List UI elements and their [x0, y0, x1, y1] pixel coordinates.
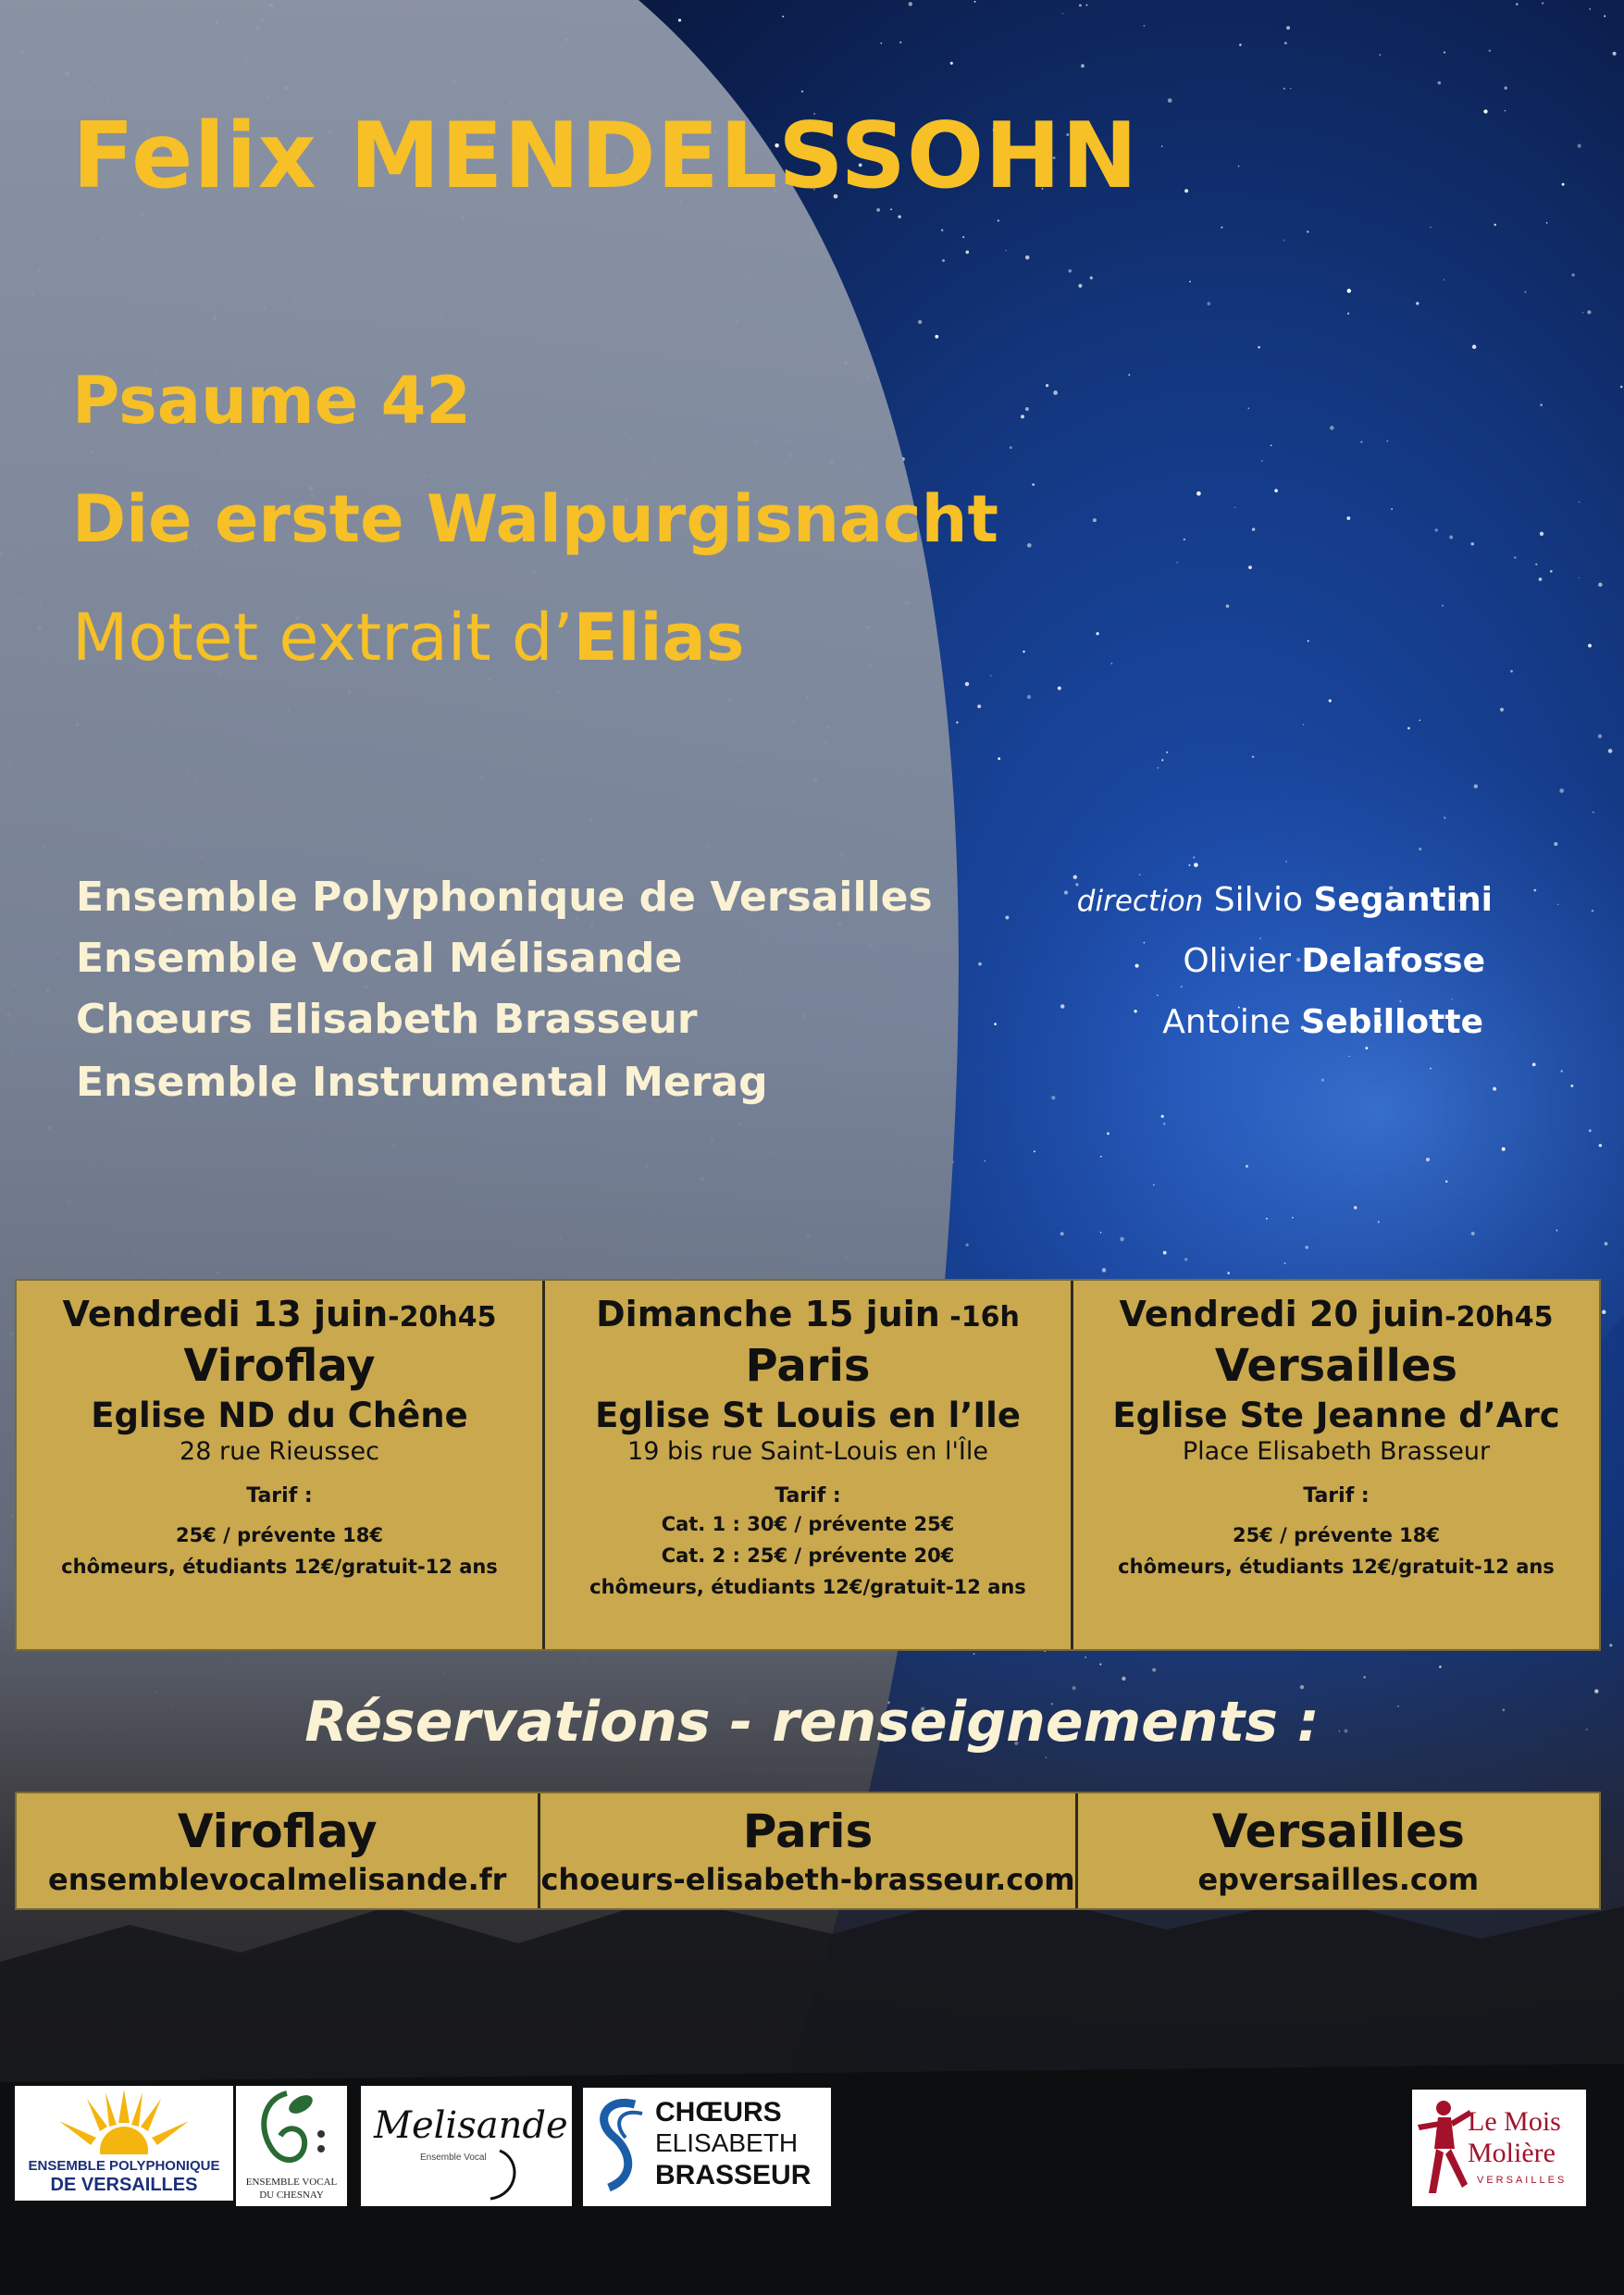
star [1602, 1310, 1606, 1315]
star [1166, 751, 1168, 753]
star [1184, 189, 1188, 192]
star [1184, 539, 1185, 540]
star [1442, 604, 1444, 606]
logo-text: Molière [1468, 2138, 1556, 2168]
star [1134, 1010, 1136, 1012]
tarif-label: Tarif : [1303, 1484, 1370, 1507]
tarif-line: 25€ / prévente 18€ [175, 1524, 384, 1546]
star [1261, 460, 1263, 462]
reservations-table [15, 1792, 1601, 1910]
tarif-line: Cat. 1 : 30€ / prévente 25€ [661, 1513, 955, 1535]
star [1588, 644, 1592, 648]
star [1193, 857, 1195, 859]
star [1239, 43, 1242, 46]
reservation-website-link[interactable]: ensemblevocalmelisande.fr [48, 1862, 507, 1897]
reservation-city: Viroflay [177, 1805, 378, 1858]
star [1494, 224, 1495, 226]
star [801, 91, 803, 93]
star [1542, 2, 1543, 4]
star [1365, 1047, 1368, 1049]
ensemble-name: Chœurs Elisabeth Brasseur [76, 996, 698, 1043]
logo-text: ENSEMBLE VOCAL [245, 2177, 338, 2188]
star [1604, 15, 1605, 17]
star [1582, 312, 1584, 314]
star [1514, 556, 1517, 559]
concert-address: 19 bis rue Saint-Louis en l'Île [627, 1437, 988, 1466]
star [994, 1023, 997, 1025]
director-line [1183, 942, 1485, 980]
reservations-heading: Réservations - renseignements : [304, 1690, 1320, 1755]
star [942, 259, 945, 262]
star [998, 757, 1000, 760]
star [1274, 489, 1278, 492]
star [678, 19, 681, 21]
melisande-swirl-icon [361, 2086, 572, 2206]
star [1493, 1087, 1496, 1091]
star [1252, 527, 1255, 530]
star [1562, 183, 1565, 186]
director-last: Segantini [1313, 881, 1493, 919]
work-elias-prefix: Motet extrait d’ [72, 600, 574, 676]
time-text: -20h45 [388, 1301, 497, 1334]
logo-text: DE VERSAILLES [50, 2175, 198, 2195]
star [1128, 374, 1130, 376]
star [974, 1, 976, 3]
star [918, 320, 922, 324]
star [1399, 1000, 1401, 1002]
director-line [1162, 1003, 1483, 1041]
star [935, 335, 938, 339]
concert-city: Paris [745, 1340, 871, 1392]
star [1426, 1158, 1430, 1161]
star [1516, 3, 1519, 6]
star [1226, 604, 1230, 608]
work-elias-name: Elias [573, 600, 745, 676]
reservation-viroflay[interactable] [17, 1793, 540, 1908]
star [1578, 144, 1581, 148]
star [1430, 227, 1432, 229]
star [1144, 942, 1146, 944]
star [1592, 910, 1594, 912]
star [1470, 542, 1473, 545]
star [1090, 277, 1093, 279]
star [1023, 651, 1024, 652]
tarif-label: Tarif : [775, 1484, 841, 1507]
star [1285, 861, 1287, 862]
star [1330, 426, 1334, 430]
star [1196, 491, 1201, 496]
star [1248, 565, 1252, 569]
logo-text: Ensemble Vocal [420, 2152, 487, 2163]
star [978, 962, 982, 966]
star [1021, 415, 1024, 418]
star [1290, 88, 1291, 89]
director-line [1077, 881, 1493, 919]
star [1360, 441, 1362, 443]
star [1139, 874, 1141, 875]
star [1329, 700, 1332, 702]
star [998, 219, 999, 221]
concert-versailles [1073, 1281, 1599, 1649]
star [965, 251, 969, 254]
star [962, 236, 964, 238]
star [1060, 1004, 1065, 1009]
star [1107, 1132, 1110, 1135]
star [1157, 995, 1158, 996]
concert-church: Eglise Ste Jeanne d’Arc [1112, 1396, 1560, 1435]
star [1081, 64, 1085, 68]
star [1419, 719, 1420, 721]
star [1532, 1062, 1536, 1066]
star [1391, 508, 1393, 510]
star [1444, 52, 1445, 54]
star [1247, 407, 1249, 409]
star [1102, 1268, 1107, 1272]
star [1079, 4, 1082, 6]
star [1550, 570, 1553, 573]
star [1444, 816, 1446, 819]
star [1546, 222, 1548, 224]
tarif-line: chômeurs, étudiants 12€/gratuit-12 ans [589, 1576, 1026, 1598]
concert-date [1073, 1294, 1599, 1334]
star [1238, 166, 1240, 167]
star [1474, 785, 1478, 788]
star [1271, 444, 1272, 446]
ensemble-name: Ensemble Instrumental Merag [76, 1059, 768, 1106]
star [1283, 240, 1285, 242]
star [1184, 1258, 1187, 1260]
star [1599, 1144, 1602, 1147]
star [898, 216, 900, 218]
work-elias [72, 600, 744, 676]
logo-text: ELISABETH [655, 2128, 799, 2157]
star [1504, 86, 1506, 89]
logo-text: VERSAILLES [1477, 2175, 1568, 2186]
director-first: Antoine [1162, 1003, 1291, 1041]
star [1510, 670, 1513, 673]
star [1135, 964, 1139, 968]
dancer-icon [1416, 2097, 1471, 2199]
star [1189, 281, 1191, 283]
time-text: -16h [939, 1301, 1020, 1334]
star [1347, 313, 1349, 315]
star [977, 704, 981, 708]
ceb-s-icon [589, 2091, 653, 2202]
star [1451, 999, 1453, 1000]
star [1579, 577, 1580, 578]
star [1292, 1217, 1294, 1219]
clef-leaf-icon [236, 2086, 347, 2178]
star [880, 43, 882, 44]
work-psaume-42: Psaume 42 [72, 363, 472, 439]
star [1539, 577, 1543, 581]
star [1062, 13, 1063, 14]
star [1535, 564, 1537, 565]
star [1100, 1232, 1102, 1234]
star [1246, 1165, 1248, 1168]
star [1472, 345, 1477, 350]
star [1505, 110, 1506, 111]
star [1161, 1115, 1164, 1118]
star [1613, 52, 1617, 56]
concert-address: 28 rue Rieussec [180, 1437, 379, 1466]
star [1051, 1096, 1055, 1099]
star [1471, 1232, 1475, 1235]
star [1252, 755, 1255, 758]
star [956, 721, 958, 723]
star [1598, 735, 1602, 738]
star [1283, 88, 1285, 90]
star [1354, 1206, 1357, 1209]
star [1284, 42, 1287, 44]
star [1540, 403, 1543, 406]
director-last: Sebillotte [1301, 1003, 1483, 1041]
star [1188, 864, 1190, 866]
star [1378, 1222, 1380, 1223]
star [941, 230, 944, 232]
star [1078, 284, 1082, 288]
date-text: Vendredi 13 juin [62, 1294, 389, 1334]
director-first: Silvio [1213, 881, 1303, 919]
logo-text: Le Mois [1468, 2106, 1561, 2137]
reservation-city: Versailles [1211, 1805, 1465, 1858]
star [1589, 8, 1591, 10]
star [1500, 708, 1504, 712]
star [1120, 1237, 1124, 1242]
star [1168, 98, 1172, 103]
star [1554, 842, 1557, 846]
tarif-label: Tarif : [246, 1484, 313, 1507]
star [1010, 446, 1012, 449]
ensemble-name: Ensemble Vocal Mélisande [76, 935, 683, 982]
reservation-city: Paris [742, 1805, 874, 1858]
star [1303, 724, 1305, 726]
work-walpurgisnacht: Die erste Walpurgisnacht [72, 481, 998, 557]
star [1100, 1156, 1102, 1158]
star [1321, 1079, 1324, 1082]
star [1386, 440, 1388, 442]
logo-ensemble-polyphonique-versailles [15, 2086, 233, 2201]
star [1073, 875, 1077, 879]
time-text: -20h45 [1444, 1301, 1554, 1334]
logo-le-mois-moliere [1412, 2090, 1586, 2206]
star [1034, 1150, 1035, 1152]
star [1111, 663, 1113, 664]
logo-text: BRASSEUR [655, 2160, 812, 2190]
star [1221, 227, 1222, 229]
star [1605, 1242, 1608, 1246]
star [1046, 384, 1048, 387]
concert-city: Versailles [1214, 1340, 1458, 1392]
concert-viroflay [17, 1281, 545, 1649]
logo-text: CHŒURS [655, 2097, 782, 2128]
star [1163, 1251, 1167, 1255]
star [1380, 55, 1381, 56]
reservation-paris[interactable] [540, 1793, 1077, 1908]
logo-text: ENSEMBLE POLYPHONIQUE [28, 2158, 220, 2174]
ensemble-name: Ensemble Polyphonique de Versailles [76, 874, 933, 921]
star [1181, 986, 1183, 987]
star [1445, 1181, 1447, 1183]
star [990, 675, 992, 676]
star [1284, 1262, 1286, 1264]
star [1060, 1232, 1064, 1235]
star [1559, 788, 1564, 793]
concert-city: Viroflay [183, 1340, 376, 1392]
star [1025, 255, 1029, 259]
star [1161, 145, 1162, 146]
star [1025, 407, 1029, 411]
sun-icon [15, 2090, 233, 2154]
star [1346, 516, 1350, 520]
star [1438, 81, 1442, 85]
star [1524, 291, 1526, 292]
star [1587, 310, 1591, 314]
concert-date [17, 1294, 542, 1334]
star [1207, 302, 1210, 305]
concert-paris [545, 1281, 1073, 1649]
reservation-versailles[interactable] [1078, 1793, 1599, 1908]
star [1068, 269, 1072, 273]
tarif-line: chômeurs, étudiants 12€/gratuit-12 ans [61, 1556, 498, 1578]
star [1483, 109, 1487, 113]
composer-title: Felix MENDELSSOHN [72, 104, 1139, 209]
star [1533, 889, 1536, 892]
star [1157, 767, 1159, 769]
star [1227, 1272, 1230, 1274]
logo-ensemble-vocal-chesnay [236, 2086, 347, 2206]
star [1430, 1068, 1432, 1070]
star [1259, 937, 1261, 939]
star [1027, 695, 1031, 699]
tarif-line: chômeurs, étudiants 12€/gratuit-12 ans [1118, 1556, 1555, 1578]
star [1620, 386, 1623, 389]
star [1286, 26, 1290, 30]
star [1266, 1218, 1268, 1220]
star [909, 2, 913, 6]
date-text: Dimanche 15 juin [596, 1294, 940, 1334]
star [984, 1160, 986, 1162]
star [1608, 749, 1613, 753]
star [1058, 687, 1061, 690]
star [1589, 1129, 1592, 1132]
logo-text: Melisande [374, 2104, 568, 2147]
director-prefix: direction [1076, 885, 1204, 918]
concert-address: Place Elisabeth Brasseur [1182, 1437, 1491, 1466]
star [1032, 483, 1035, 486]
star [1064, 890, 1068, 894]
star [950, 62, 953, 65]
logo-choeurs-elisabeth-brasseur [583, 2088, 831, 2206]
concert-church: Eglise ND du Chêne [91, 1396, 468, 1435]
star [782, 16, 784, 18]
star [1163, 1123, 1165, 1124]
star [1005, 916, 1009, 920]
star [1540, 532, 1543, 536]
date-text: Vendredi 20 juin [1119, 1294, 1445, 1334]
star [1308, 640, 1309, 642]
star [1307, 230, 1308, 232]
star [1502, 1148, 1506, 1151]
star [1258, 346, 1259, 348]
logo-melisande [361, 2086, 572, 2206]
star [1093, 518, 1097, 522]
star [1570, 1085, 1573, 1087]
star [1407, 727, 1410, 730]
star [1489, 50, 1491, 52]
star [1449, 536, 1453, 540]
star [1177, 562, 1178, 563]
star [1096, 632, 1098, 635]
star [1561, 1070, 1563, 1072]
star [1435, 528, 1438, 531]
star [1556, 1230, 1557, 1232]
star [1571, 273, 1574, 276]
star [899, 42, 901, 43]
director-last: Delafosse [1301, 942, 1485, 980]
star [1416, 302, 1419, 304]
tarif-line: 25€ / prévente 18€ [1232, 1524, 1441, 1546]
star [1598, 583, 1603, 588]
star [965, 1244, 968, 1247]
logo-text: DU CHESNAY [259, 2190, 324, 2201]
star [1234, 507, 1235, 508]
star [1085, 5, 1087, 6]
concert-date [545, 1294, 1071, 1334]
star [1444, 279, 1445, 281]
concert-church: Eglise St Louis en l’Ile [595, 1396, 1021, 1435]
star [1161, 759, 1163, 761]
concerts-table [15, 1279, 1601, 1651]
star [1348, 1056, 1349, 1057]
star [1557, 904, 1558, 905]
star [1347, 289, 1352, 293]
star [1419, 848, 1421, 850]
star [1194, 862, 1198, 867]
star [1579, 502, 1581, 503]
star [1027, 543, 1032, 548]
star [1006, 250, 1007, 251]
reservation-website-link[interactable]: choeurs-elisabeth-brasseur.com [540, 1862, 1075, 1897]
reservation-website-link[interactable]: epversailles.com [1197, 1862, 1480, 1897]
star [1053, 391, 1058, 395]
star [1144, 25, 1146, 27]
star [965, 682, 969, 686]
star [1305, 1246, 1308, 1249]
director-first: Olivier [1183, 942, 1291, 980]
tarif-line: Cat. 2 : 25€ / prévente 20€ [661, 1544, 955, 1567]
